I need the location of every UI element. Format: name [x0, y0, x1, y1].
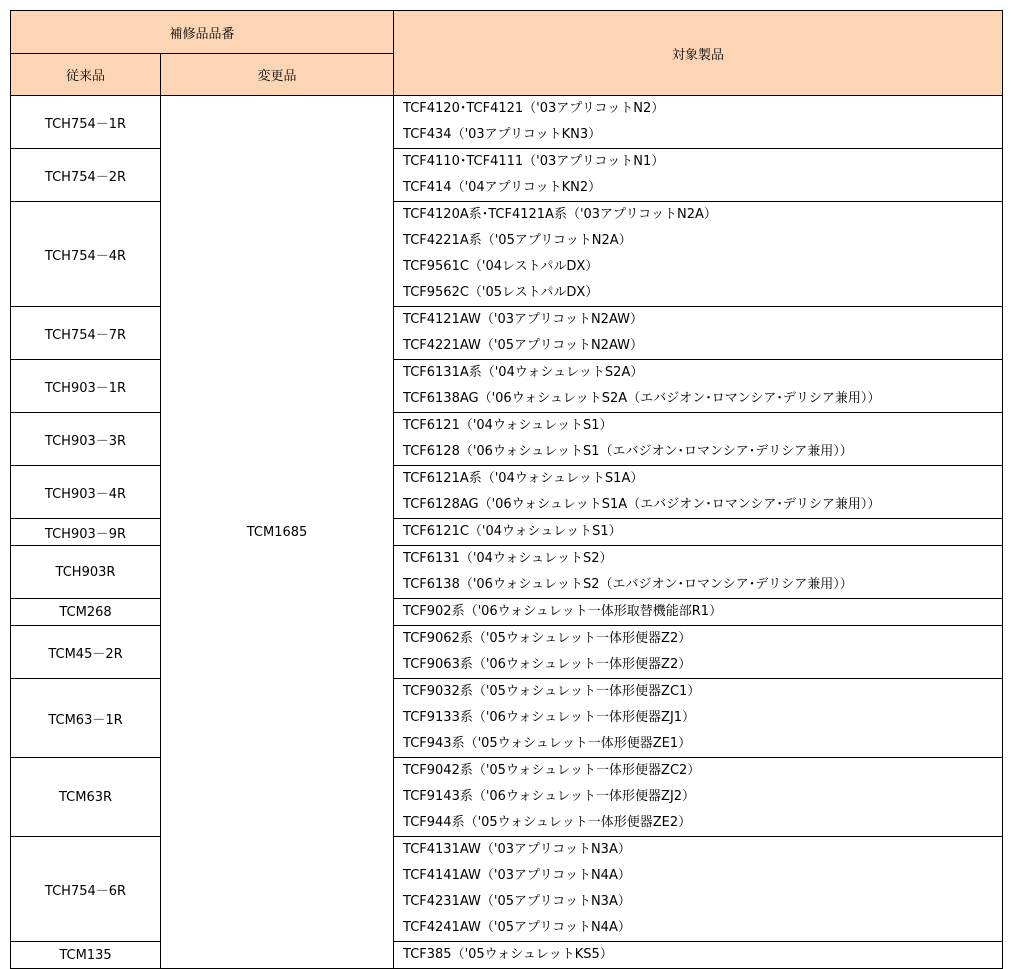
table-row: [11, 942, 1003, 969]
target-products: [394, 546, 1003, 599]
product-line: TCF6121C（'04ウォシュレットS1）: [403, 524, 622, 539]
product-line: TCF414（'04アプリコットKN2）: [403, 180, 602, 195]
replacement-part-number: TCM1685: [161, 96, 394, 969]
table-row: [11, 360, 1003, 413]
product-line: TCF6128AG（'06ウォシュレットS1A（エバジオン･ロマンシア･デリシア兼用））: [403, 497, 881, 512]
table-row: [11, 466, 1003, 519]
target-products: [394, 758, 1003, 837]
table-row: [11, 679, 1003, 758]
product-line: TCF6131（'04ウォシュレットS2）: [403, 551, 613, 566]
old-part-number: TCH754－7R: [11, 307, 161, 360]
target-products: [394, 149, 1003, 202]
table-row: [11, 599, 1003, 626]
old-part-number: TCM63－1R: [11, 679, 161, 758]
product-line: TCF6138（'06ウォシュレットS2（エバジオン･ロマンシア･デリシア兼用））: [403, 577, 853, 592]
old-part-number: TCM45－2R: [11, 626, 161, 679]
product-line: TCF4141AW（'03アプリコットN4A）: [403, 868, 631, 883]
old-part-number: TCH903－3R: [11, 413, 161, 466]
table-row: [11, 149, 1003, 202]
product-line: TCF4110･TCF4111（'03アプリコットN1）: [403, 154, 665, 169]
table-row: [11, 202, 1003, 307]
header-new: 変更品: [161, 54, 394, 96]
product-line: TCF4121AW（'03アプリコットN2AW）: [403, 312, 643, 327]
old-part-number: TCH903－1R: [11, 360, 161, 413]
product-line: TCF902系（'06ウォシュレット一体形取替機能部R1）: [403, 604, 723, 619]
old-part-number: TCH754－6R: [11, 837, 161, 942]
product-line: TCF6121（'04ウォシュレットS1）: [403, 418, 613, 433]
target-products: [394, 626, 1003, 679]
target-products: [394, 466, 1003, 519]
product-line: TCF4131AW（'03アプリコットN3A）: [403, 842, 631, 857]
product-line: TCF385（'05ウォシュレットKS5）: [403, 947, 613, 962]
product-line: TCF944系（'05ウォシュレット一体形便器ZE2）: [403, 815, 692, 830]
product-line: TCF6121A系（'04ウォシュレットS1A）: [403, 471, 644, 486]
target-products: [394, 837, 1003, 942]
product-line: TCF9562C（'05レストパルDX）: [403, 285, 599, 300]
target-products: [394, 96, 1003, 149]
target-products: [394, 599, 1003, 626]
target-products: [394, 519, 1003, 546]
table-row: [11, 307, 1003, 360]
product-line: TCF9561C（'04レストパルDX）: [403, 259, 599, 274]
old-part-number: TCH754－1R: [11, 96, 161, 149]
product-line: TCF4120A系･TCF4121A系（'03アプリコットN2A）: [403, 207, 717, 222]
table-row: [11, 96, 1003, 149]
header-target: 対象製品: [394, 11, 1003, 96]
product-line: TCF6131A系（'04ウォシュレットS2A）: [403, 365, 644, 380]
target-products: [394, 942, 1003, 969]
old-part-number: TCH903－9R: [11, 519, 161, 546]
target-products: [394, 307, 1003, 360]
old-part-number: TCM135: [11, 942, 161, 969]
product-line: TCF6128（'06ウォシュレットS1（エバジオン･ロマンシア･デリシア兼用））: [403, 444, 853, 459]
product-line: TCF9063系（'06ウォシュレット一体形便器Z2）: [403, 657, 692, 672]
old-part-number: TCM268: [11, 599, 161, 626]
product-line: TCF9042系（'05ウォシュレット一体形便器ZC2）: [403, 763, 701, 778]
product-line: TCF9143系（'06ウォシュレット一体形便器ZJ2）: [403, 789, 696, 804]
table-row: [11, 758, 1003, 837]
header-group: 補修品品番: [11, 11, 394, 54]
old-part-number: TCM63R: [11, 758, 161, 837]
target-products: [394, 413, 1003, 466]
product-line: TCF4120･TCF4121（'03アプリコットN2）: [403, 101, 665, 116]
product-line: TCF9032系（'05ウォシュレット一体形便器ZC1）: [403, 684, 701, 699]
target-products: [394, 679, 1003, 758]
table-row: [11, 519, 1003, 546]
target-products: [394, 360, 1003, 413]
product-line: TCF4221AW（'05アプリコットN2AW）: [403, 338, 643, 353]
product-line: TCF9133系（'06ウォシュレット一体形便器ZJ1）: [403, 710, 696, 725]
target-products: [394, 202, 1003, 307]
table-row: [11, 413, 1003, 466]
product-line: TCF6138AG（'06ウォシュレットS2A（エバジオン･ロマンシア･デリシア兼用））: [403, 391, 881, 406]
old-part-number: TCH754－2R: [11, 149, 161, 202]
product-line: TCF4221A系（'05アプリコットN2A）: [403, 233, 632, 248]
table-row: [11, 626, 1003, 679]
old-part-number: TCH903－4R: [11, 466, 161, 519]
table-row: [11, 546, 1003, 599]
product-line: TCF4231AW（'05アプリコットN3A）: [403, 894, 631, 909]
table-body: [11, 96, 1003, 969]
product-line: TCF9062系（'05ウォシュレット一体形便器Z2）: [403, 631, 692, 646]
product-line: TCF434（'03アプリコットKN3）: [403, 127, 602, 142]
table-row: [11, 837, 1003, 942]
product-line: TCF943系（'05ウォシュレット一体形便器ZE1）: [403, 736, 692, 751]
old-part-number: TCH903R: [11, 546, 161, 599]
old-part-number: TCH754－4R: [11, 202, 161, 307]
product-line: TCF4241AW（'05アプリコットN4A）: [403, 920, 631, 935]
header-old: 従来品: [11, 54, 161, 96]
parts-table: [10, 10, 1003, 969]
